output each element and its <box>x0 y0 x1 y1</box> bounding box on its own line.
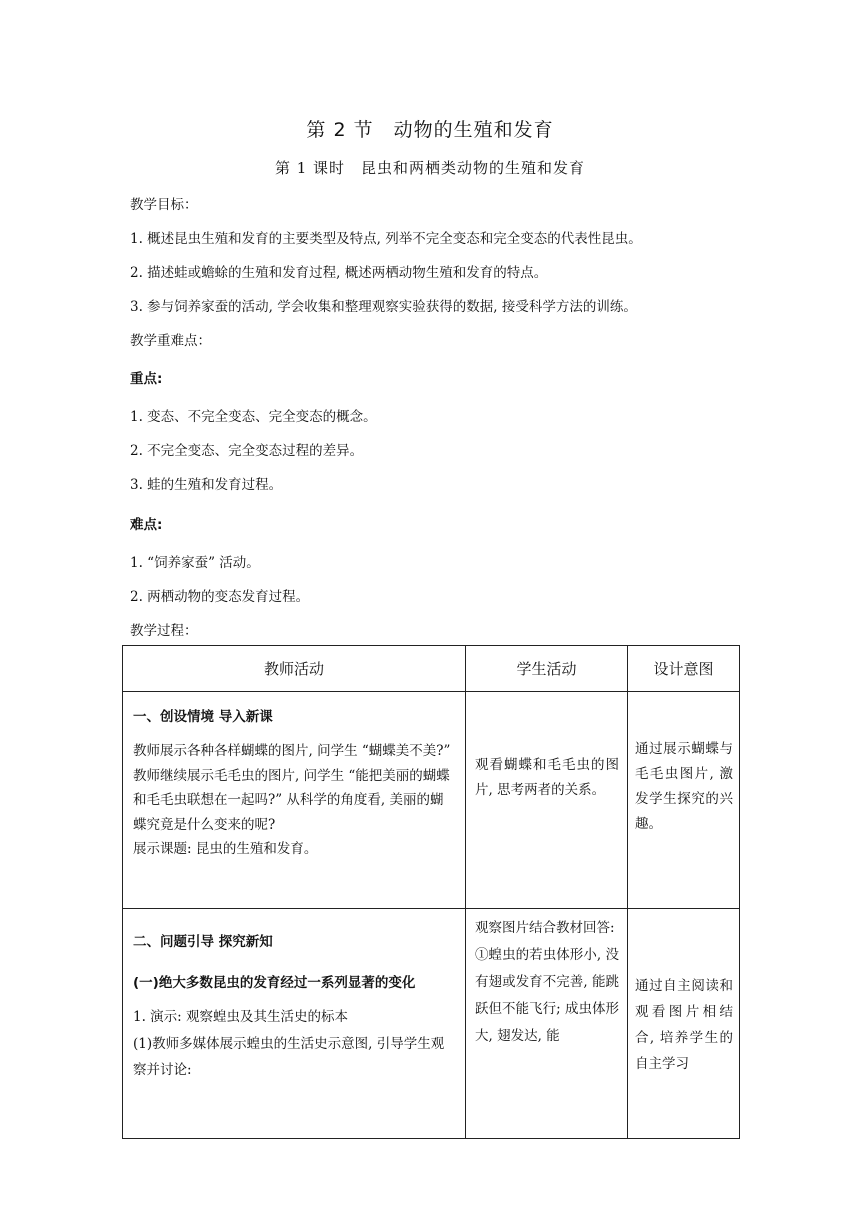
subsection-heading: (一)绝大多数昆虫的发育经过一系列显著的变化 <box>133 975 416 991</box>
key-item: 1. 变态、不完全变态、完全变态的概念。 <box>130 409 377 425</box>
key-label: 重点: <box>130 371 163 387</box>
teaching-process-table <box>122 645 740 1139</box>
teacher-cell <box>123 909 466 1139</box>
header-teacher-activity: 教师活动 <box>123 646 466 692</box>
demo-detail: (1)教师多媒体展示蝗虫的生活史示意图, 引导学生观察并讨论: <box>133 1036 445 1078</box>
objectives-heading: 教学目标： <box>130 197 198 213</box>
student-answer: ①蝗虫的若虫体形小, 没有翅或发育不完善, 能跳跃但不能飞行; 成虫体形大, 翅发达, 能 <box>475 947 619 1044</box>
difficult-item: 1. “饲养家蚕” 活动。 <box>130 555 260 571</box>
section-heading: 一、创设情境 导入新课 <box>133 709 273 725</box>
student-cell <box>466 692 628 909</box>
table-header-row <box>123 646 740 692</box>
table-row <box>123 692 740 909</box>
teacher-cell <box>123 692 466 909</box>
teacher-text: 教师展示各种各样蝴蝶的图片, 问学生 “蝴蝶美不美?” 教师继续展示毛毛虫的图片, 问学生 “能把美丽的蝴蝶和毛毛虫联想在一起吗?” 从科学的角度看, 美丽的蝴蝶究竟是什么变来的呢? <box>133 743 451 833</box>
key-item: 2. 不完全变态、完全变态过程的差异。 <box>130 443 364 459</box>
difficult-item: 2. 两栖动物的变态发育过程。 <box>130 589 310 605</box>
objective-item: 3. 参与饲养家蚕的活动, 学会收集和整理观察实验获得的数据, 接受科学方法的训练。 <box>130 299 637 315</box>
header-design-intent: 设计意图 <box>628 646 740 692</box>
page-subtitle: 第 1 课时 昆虫和两栖类动物的生殖和发育 <box>274 159 586 177</box>
page-title: 第 2 节 动物的生殖和发育 <box>306 119 554 141</box>
keypoints-heading: 教学重难点： <box>130 333 211 349</box>
student-text: 观看蝴蝶和毛毛虫的图片, 思考两者的关系。 <box>475 757 619 798</box>
intent-text: 通过展示蝴蝶与毛毛虫图片, 激发学生探究的兴趣。 <box>635 741 733 832</box>
key-item: 3. 蛙的生殖和发育过程。 <box>130 477 283 493</box>
objective-item: 1. 概述昆虫生殖和发育的主要类型及特点, 列举不完全变态和完全变态的代表性昆虫。 <box>130 231 642 247</box>
demo-text: 1. 演示: 观察蝗虫及其生活史的标本 <box>133 1009 349 1025</box>
difficult-label: 难点: <box>130 517 163 533</box>
student-cell <box>466 909 628 1139</box>
intent-text: 通过自主阅读和观看图片相结合, 培养学生的自主学习 <box>635 978 733 1072</box>
objective-item: 2. 描述蛙或蟾蜍的生殖和发育过程, 概述两栖动物生殖和发育的特点。 <box>130 265 548 281</box>
intent-cell <box>628 692 740 909</box>
student-intro: 观察图片结合教材回答: <box>475 920 615 936</box>
teacher-topic: 展示课题: 昆虫的生殖和发育。 <box>133 841 318 857</box>
intent-cell <box>628 909 740 1139</box>
section-heading: 二、问题引导 探究新知 <box>133 934 273 950</box>
table-row <box>123 909 740 1139</box>
process-heading: 教学过程： <box>130 623 198 639</box>
header-student-activity: 学生活动 <box>466 646 628 692</box>
